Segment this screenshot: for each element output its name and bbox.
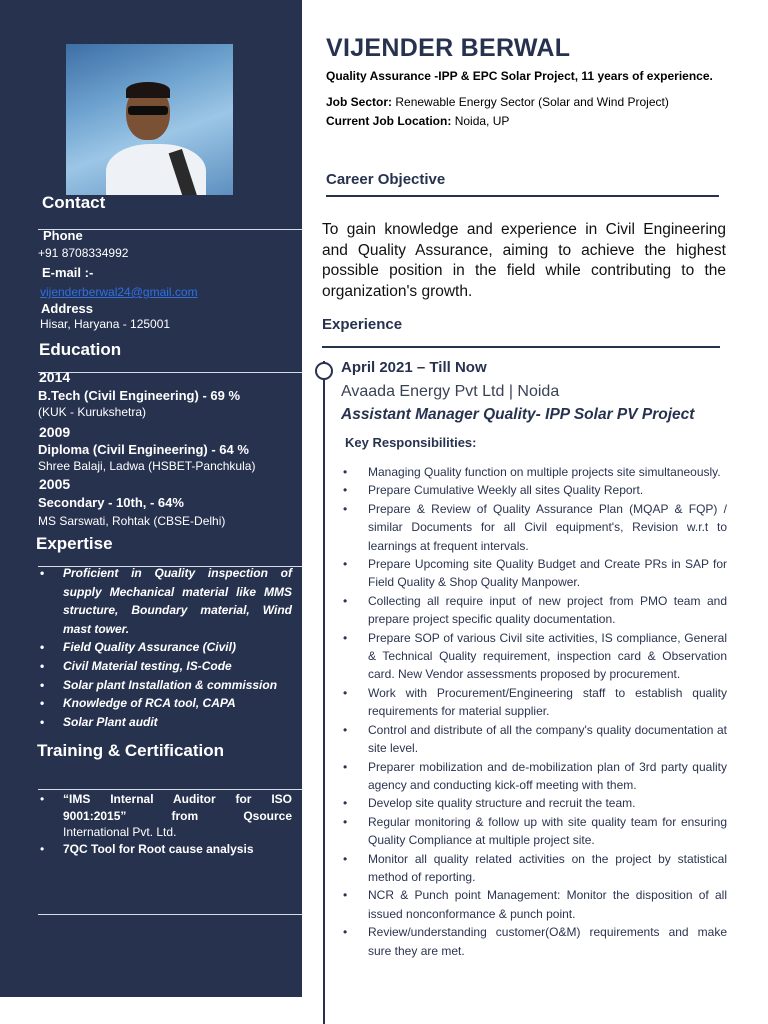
job-sector	[326, 95, 669, 109]
section-rule	[326, 195, 719, 197]
training-item-line: • “IMS Internal Auditor for ISO 9001:2015” from Qsource	[63, 792, 292, 823]
candidate-name: VIJENDER BERWAL	[326, 34, 571, 62]
phone-label: Phone	[43, 228, 83, 243]
email-label: E-mail :-	[42, 265, 94, 280]
job-location	[326, 114, 509, 128]
address-label: Address	[41, 301, 94, 316]
edu-degree: Diploma (Civil Engineering) - 64 %	[38, 442, 249, 457]
training-heading: Training & Certification	[37, 741, 225, 760]
key-responsibilities-heading: Key Responsibilities:	[345, 435, 477, 450]
tagline: Quality Assurance -IPP & EPC Solar Project, 11 years of experience.	[326, 69, 713, 83]
training-item	[38, 791, 292, 841]
expertise-list	[38, 564, 292, 731]
responsibility-item: • Prepare & Review of Quality Assurance Plan (MQAP & FQP) / similar Documents for all Civil equipment's, Revision w.r.t to learnings at frequent intervals.	[342, 500, 727, 555]
edu-degree: B.Tech (Civil Engineering) - 69 %	[38, 388, 241, 403]
responsibility-item: • Develop site quality structure and recruit the team.	[342, 794, 727, 812]
edu-institute: (KUK - Kurukshetra)	[38, 405, 147, 419]
responsibility-item: • Regular monitoring & follow up with site quality team for ensuring Quality Compliance at multiple project site.	[342, 813, 727, 850]
job-sector-label: Job Sector:	[326, 95, 393, 109]
sidebar	[0, 0, 302, 997]
email-link[interactable]: vijenderberwal24@gmail.com	[40, 285, 198, 299]
phone-value: +91 8708334992	[38, 246, 129, 260]
job-sector-value: Renewable Energy Sector (Solar and Wind Project)	[395, 95, 669, 109]
timeline-marker	[315, 362, 333, 380]
edu-year: 2014	[39, 369, 71, 385]
responsibility-item: • Prepare SOP of various Civil site activities, IS compliance, General & Technical Quality requirement, inspection card & Observation card. New Vendor assessments proposed by procurement.	[342, 629, 727, 684]
education-heading: Education	[39, 340, 122, 359]
responsibility-item: • Monitor all quality related activities on the project by statistical method of reporting.	[342, 850, 727, 887]
divider	[38, 372, 302, 373]
career-objective-text: To gain knowledge and experience in Civil Engineering and Quality Assurance, aiming to achieve the highest possible position in the field while contributing to the organization's growth.	[322, 221, 726, 300]
responsibility-item: • Control and distribute of all the company's quality documentation at site level.	[342, 721, 727, 758]
training-item	[38, 841, 292, 858]
responsibility-item: • Prepare Cumulative Weekly all sites Quality Report.	[342, 481, 727, 499]
responsibility-item: • Collecting all require input of new project from PMO team and prepare project specific quality documentation.	[342, 592, 727, 629]
divider	[38, 789, 302, 790]
edu-year: 2005	[39, 476, 71, 492]
expertise-item: • Civil Material testing, IS-Code	[38, 657, 292, 676]
responsibility-item: • Work with Procurement/Engineering staff to establish quality requirements for material supplier.	[342, 684, 727, 721]
training-list	[38, 791, 292, 857]
address-value: Hisar, Haryana - 125001	[40, 317, 171, 331]
expertise-item: • Knowledge of RCA tool, CAPA	[38, 694, 292, 713]
job-location-value: Noida, UP	[454, 114, 510, 128]
expertise-item: • Solar plant Installation & commission	[38, 676, 292, 695]
section-rule	[322, 346, 720, 348]
edu-year: 2009	[39, 424, 71, 440]
expertise-heading: Expertise	[36, 534, 113, 553]
timeline-line	[323, 361, 325, 1024]
responsibilities-list	[342, 463, 727, 960]
job-period: April 2021 – Till Now	[341, 359, 487, 376]
responsibility-item: • NCR & Punch point Management: Monitor the disposition of all issued nonconformance & punch point.	[342, 886, 727, 923]
divider	[38, 914, 302, 915]
expertise-item: • Solar Plant audit	[38, 713, 292, 732]
job-location-label: Current Job Location:	[326, 114, 452, 128]
contact-heading: Contact	[42, 193, 106, 212]
edu-degree: Secondary - 10th, - 64%	[38, 495, 184, 510]
experience-heading: Experience	[322, 316, 403, 333]
job-role: Assistant Manager Quality- IPP Solar PV Project	[341, 406, 695, 423]
career-objective-heading: Career Objective	[326, 171, 446, 188]
expertise-item: • Proficient in Quality inspection of supply Mechanical material like MMS structure, Boundary material, Wind mast tower.	[38, 564, 292, 638]
responsibility-item: • Preparer mobilization and de-mobilization plan of 3rd party quality agency and conducting kick-off meeting with them.	[342, 758, 727, 795]
edu-institute: MS Sarswati, Rohtak (CBSE-Delhi)	[38, 514, 226, 528]
expertise-item: • Field Quality Assurance (Civil)	[38, 638, 292, 657]
profile-photo	[66, 44, 233, 195]
edu-institute: Shree Balaji, Ladwa (HSBET-Panchkula)	[38, 459, 256, 473]
training-item-line: International Pvt. Ltd.	[63, 825, 177, 839]
responsibility-item: • Managing Quality function on multiple projects site simultaneously.	[342, 463, 727, 481]
responsibility-item: • Review/understanding customer(O&M) requirements and make sure they are met.	[342, 923, 727, 960]
job-company: Avaada Energy Pvt Ltd | Noida	[341, 383, 560, 400]
training-item-line: • 7QC Tool for Root cause analysis	[63, 841, 254, 856]
responsibility-item: • Prepare Upcoming site Quality Budget and Create PRs in SAP for Field Quality & Shop Quality Manpower.	[342, 555, 727, 592]
